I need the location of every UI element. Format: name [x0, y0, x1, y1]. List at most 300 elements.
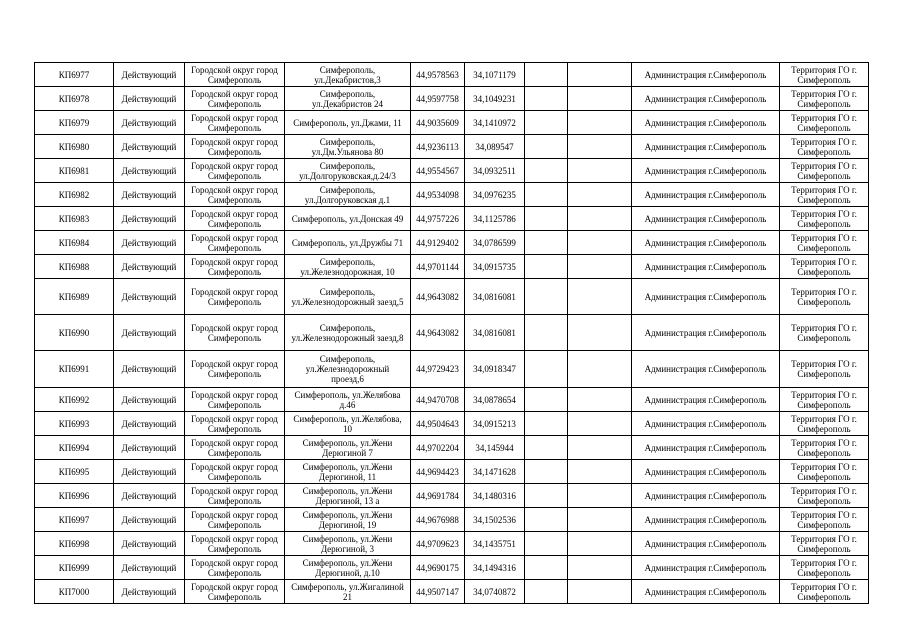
cell-territory-text: Территория ГО г. Симферополь	[791, 64, 857, 85]
table-row	[35, 484, 869, 508]
cell-longitude	[465, 159, 525, 183]
cell-longitude-text: 34,145944	[475, 442, 514, 453]
cell-empty	[568, 436, 632, 460]
cell-latitude	[411, 255, 465, 279]
cell-okrug-text: Городской округ город Симферополь	[191, 208, 278, 229]
cell-longitude	[465, 63, 525, 87]
cell-longitude-text: 34,1471628	[473, 466, 516, 477]
cell-longitude	[465, 580, 525, 604]
cell-okrug	[185, 556, 285, 580]
table-row	[35, 159, 869, 183]
cell-longitude	[465, 412, 525, 436]
cell-empty	[525, 436, 568, 460]
cell-id	[35, 63, 114, 87]
cell-latitude-text: 44,9694423	[416, 466, 459, 477]
cell-administration-text: Администрация г.Симферополь	[644, 466, 767, 477]
cell-okrug-text: Городской округ город Симферополь	[191, 286, 278, 307]
cell-okrug	[185, 315, 285, 351]
table-row	[35, 460, 869, 484]
cell-id	[35, 460, 114, 484]
cell-status	[114, 351, 185, 388]
cell-okrug-text: Городской округ город Симферополь	[191, 136, 278, 157]
cell-territory-text: Территория ГО г. Симферополь	[791, 160, 857, 181]
cell-latitude	[411, 63, 465, 87]
cell-territory-text: Территория ГО г. Симферополь	[791, 509, 857, 530]
table-row	[35, 532, 869, 556]
cell-longitude-text: 34,0932511	[473, 165, 516, 176]
cell-administration-text: Администрация г.Симферополь	[644, 291, 767, 302]
table-row	[35, 255, 869, 279]
cell-territory-text: Территория ГО г. Симферополь	[791, 485, 857, 506]
cell-longitude-text: 34,1435751	[473, 538, 516, 549]
table-row	[35, 315, 869, 351]
cell-longitude-text: 34,0816081	[473, 291, 516, 302]
cell-address	[285, 484, 411, 508]
cell-longitude-text: 34,1480316	[473, 490, 516, 501]
cell-empty	[568, 183, 632, 207]
cell-administration	[632, 111, 780, 135]
cell-id	[35, 508, 114, 532]
cell-status	[114, 532, 185, 556]
cell-status-text: Действующий	[121, 237, 177, 248]
cell-longitude	[465, 255, 525, 279]
cell-address-text: Симферополь, ул.Донская 49	[291, 213, 404, 224]
cell-empty	[568, 532, 632, 556]
cell-id	[35, 111, 114, 135]
cell-status	[114, 580, 185, 604]
cell-status-text: Действующий	[121, 261, 177, 272]
cell-empty	[568, 315, 632, 351]
cell-latitude-text: 44,9702204	[416, 442, 459, 453]
cell-empty	[525, 135, 568, 159]
registry-table	[34, 62, 869, 604]
cell-longitude	[465, 351, 525, 388]
cell-status-text: Действующий	[121, 117, 177, 128]
cell-status-text: Действующий	[121, 562, 177, 573]
cell-okrug	[185, 532, 285, 556]
cell-territory-text: Территория ГО г. Симферополь	[791, 557, 857, 578]
cell-administration-text: Администрация г.Симферополь	[644, 538, 767, 549]
cell-administration	[632, 412, 780, 436]
cell-id	[35, 580, 114, 604]
cell-okrug	[185, 111, 285, 135]
cell-id-text: КП6991	[58, 364, 90, 374]
cell-okrug-text: Городской округ город Симферополь	[191, 581, 278, 602]
cell-administration-text: Администрация г.Симферополь	[644, 237, 767, 248]
cell-administration-text: Администрация г.Симферополь	[644, 93, 767, 104]
cell-territory-text: Территория ГО г. Симферополь	[791, 184, 857, 205]
cell-address	[285, 412, 411, 436]
cell-longitude-text: 34,1071179	[473, 69, 516, 80]
cell-administration-text: Администрация г.Симферополь	[644, 490, 767, 501]
cell-id	[35, 87, 114, 111]
cell-longitude-text: 34,0816081	[473, 327, 516, 338]
cell-administration	[632, 388, 780, 412]
cell-territory	[780, 255, 869, 279]
cell-status-text: Действующий	[121, 466, 177, 477]
cell-administration	[632, 556, 780, 580]
cell-status	[114, 255, 185, 279]
cell-id-text: КП6993	[58, 418, 90, 429]
document-page	[34, 62, 869, 604]
cell-longitude-text: 34,0878654	[473, 394, 516, 405]
cell-status	[114, 412, 185, 436]
cell-territory	[780, 87, 869, 111]
cell-territory-text: Территория ГО г. Симферополь	[791, 88, 857, 109]
cell-okrug-text: Городской округ город Симферополь	[191, 485, 278, 506]
cell-latitude-text: 44,9597758	[416, 93, 459, 104]
cell-territory	[780, 460, 869, 484]
cell-id	[35, 436, 114, 460]
cell-address-text: Симферополь, ул.Джами, 11	[293, 117, 402, 128]
cell-administration	[632, 87, 780, 111]
cell-okrug-text: Городской округ город Симферополь	[191, 389, 278, 410]
cell-latitude	[411, 484, 465, 508]
cell-territory	[780, 580, 869, 604]
cell-longitude	[465, 231, 525, 255]
cell-address-text: Симферополь, ул.Железнодорожный заезд,8	[291, 322, 404, 343]
cell-latitude-text: 44,9504643	[416, 418, 459, 429]
cell-okrug	[185, 255, 285, 279]
cell-empty	[525, 532, 568, 556]
cell-latitude-text: 44,9729423	[416, 364, 459, 374]
cell-id-text: КП6990	[58, 327, 90, 338]
cell-administration-text: Администрация г.Симферополь	[644, 165, 767, 176]
cell-okrug	[185, 207, 285, 231]
table-row	[35, 436, 869, 460]
cell-longitude	[465, 111, 525, 135]
cell-okrug-text: Городской округ город Симферополь	[191, 533, 278, 554]
cell-empty	[568, 159, 632, 183]
cell-longitude-text: 34,0786599	[473, 237, 516, 248]
cell-administration	[632, 279, 780, 315]
cell-id-text: КП6997	[58, 514, 90, 525]
cell-address	[285, 580, 411, 604]
cell-territory-text: Территория ГО г. Симферополь	[791, 208, 857, 229]
cell-okrug	[185, 159, 285, 183]
cell-okrug-text: Городской округ город Симферополь	[191, 184, 278, 205]
cell-status	[114, 315, 185, 351]
cell-address-text: Симферополь, ул.Жени Дерюгиной 7	[302, 437, 393, 458]
cell-id-text: КП6999	[58, 562, 90, 573]
cell-okrug-text: Городской округ город Симферополь	[191, 64, 278, 85]
cell-latitude	[411, 436, 465, 460]
cell-empty	[525, 255, 568, 279]
cell-longitude	[465, 315, 525, 351]
cell-status-text: Действующий	[121, 93, 177, 104]
cell-status-text: Действующий	[121, 394, 177, 405]
cell-longitude-text: 34,1049231	[473, 93, 516, 104]
cell-empty	[525, 315, 568, 351]
cell-okrug	[185, 388, 285, 412]
table-row	[35, 556, 869, 580]
cell-status	[114, 63, 185, 87]
cell-administration-text: Администрация г.Симферополь	[644, 514, 767, 525]
cell-territory-text: Территория ГО г. Симферополь	[791, 389, 857, 410]
cell-status	[114, 87, 185, 111]
cell-empty	[568, 460, 632, 484]
cell-territory	[780, 63, 869, 87]
cell-territory-text: Территория ГО г. Симферополь	[791, 112, 857, 133]
cell-latitude-text: 44,9236113	[416, 141, 459, 152]
table-row	[35, 111, 869, 135]
cell-administration	[632, 484, 780, 508]
cell-status	[114, 111, 185, 135]
cell-empty	[525, 63, 568, 87]
cell-administration-text: Администрация г.Симферополь	[644, 394, 767, 405]
cell-administration-text: Администрация г.Симферополь	[644, 586, 767, 597]
cell-administration	[632, 508, 780, 532]
cell-status	[114, 159, 185, 183]
cell-okrug	[185, 436, 285, 460]
cell-status	[114, 460, 185, 484]
cell-longitude-text: 34,1410972	[473, 117, 516, 128]
cell-empty	[525, 231, 568, 255]
cell-okrug-text: Городской округ город Симферополь	[191, 160, 278, 181]
cell-id-text: КП6995	[58, 466, 90, 477]
cell-status	[114, 388, 185, 412]
cell-address	[285, 460, 411, 484]
cell-administration	[632, 315, 780, 351]
cell-okrug-text: Городской округ город Симферополь	[191, 557, 278, 578]
cell-empty	[568, 279, 632, 315]
cell-okrug	[185, 63, 285, 87]
cell-administration	[632, 63, 780, 87]
cell-address-text: Симферополь, ул.Желябова, 10	[293, 413, 402, 434]
cell-administration-text: Администрация г.Симферополь	[644, 117, 767, 128]
cell-address	[285, 388, 411, 412]
cell-id-text: КП6992	[58, 394, 90, 405]
cell-latitude-text: 44,9709623	[416, 538, 459, 549]
cell-longitude	[465, 556, 525, 580]
cell-okrug	[185, 279, 285, 315]
cell-status	[114, 484, 185, 508]
table-row	[35, 351, 869, 388]
cell-id-text: КП6979	[58, 117, 90, 128]
cell-address-text: Симферополь, ул.Жигалиной 21	[291, 581, 404, 602]
cell-latitude-text: 44,9470708	[416, 394, 459, 405]
table-row	[35, 231, 869, 255]
cell-administration	[632, 460, 780, 484]
cell-latitude	[411, 412, 465, 436]
cell-address	[285, 135, 411, 159]
cell-latitude	[411, 231, 465, 255]
cell-status-text: Действующий	[121, 291, 177, 302]
cell-status-text: Действующий	[121, 442, 177, 453]
cell-administration	[632, 159, 780, 183]
cell-id	[35, 556, 114, 580]
cell-territory-text: Территория ГО г. Симферополь	[791, 322, 857, 343]
cell-id	[35, 279, 114, 315]
cell-address-text: Симферополь, ул.Дружбы 71	[291, 237, 404, 248]
cell-empty	[568, 484, 632, 508]
cell-id-text: КП7000	[58, 586, 90, 597]
cell-empty	[525, 351, 568, 388]
cell-status	[114, 436, 185, 460]
cell-okrug	[185, 412, 285, 436]
cell-longitude	[465, 207, 525, 231]
cell-territory-text: Территория ГО г. Симферополь	[791, 359, 857, 379]
cell-territory-text: Территория ГО г. Симферополь	[791, 136, 857, 157]
cell-administration-text: Администрация г.Симферополь	[644, 418, 767, 429]
cell-territory	[780, 207, 869, 231]
cell-latitude	[411, 388, 465, 412]
cell-status	[114, 556, 185, 580]
cell-longitude	[465, 388, 525, 412]
table-row	[35, 87, 869, 111]
cell-territory	[780, 351, 869, 388]
cell-status-text: Действующий	[121, 189, 177, 200]
cell-empty	[525, 388, 568, 412]
cell-latitude	[411, 87, 465, 111]
table-row	[35, 508, 869, 532]
cell-id-text: КП6994	[58, 442, 90, 453]
cell-status-text: Действующий	[121, 213, 177, 224]
cell-latitude-text: 44,9701144	[416, 261, 459, 272]
cell-longitude	[465, 436, 525, 460]
cell-okrug-text: Городской округ город Симферополь	[191, 509, 278, 530]
cell-territory	[780, 111, 869, 135]
cell-administration-text: Администрация г.Симферополь	[644, 141, 767, 152]
cell-longitude-text: 34,0918347	[473, 364, 516, 374]
cell-address-text: Симферополь, ул.Жени Дерюгиной, 13 а	[302, 485, 393, 506]
cell-longitude-text: 34,089547	[475, 141, 514, 152]
cell-latitude-text: 44,9554567	[416, 165, 459, 176]
cell-status	[114, 183, 185, 207]
table-body	[35, 63, 869, 604]
cell-okrug-text: Городской округ город Симферополь	[191, 359, 278, 379]
cell-latitude-text: 44,9676988	[416, 514, 459, 525]
cell-territory	[780, 484, 869, 508]
cell-id-text: КП6998	[58, 538, 90, 549]
cell-longitude-text: 34,0976235	[473, 189, 516, 200]
cell-territory	[780, 532, 869, 556]
cell-longitude-text: 34,0915735	[473, 261, 516, 272]
cell-longitude-text: 34,1125786	[473, 213, 516, 224]
cell-administration-text: Администрация г.Симферополь	[644, 562, 767, 573]
cell-territory-text: Территория ГО г. Симферополь	[791, 413, 857, 434]
cell-id	[35, 135, 114, 159]
cell-latitude-text: 44,9534098	[416, 189, 459, 200]
cell-empty	[568, 508, 632, 532]
cell-administration-text: Администрация г.Симферополь	[644, 261, 767, 272]
cell-latitude-text: 44,9578563	[416, 69, 459, 80]
cell-territory	[780, 159, 869, 183]
cell-address-text: Симферополь, ул.Жени Дерюгиной, 19	[302, 509, 393, 530]
cell-okrug	[185, 351, 285, 388]
cell-status	[114, 231, 185, 255]
cell-empty	[525, 484, 568, 508]
cell-empty	[568, 580, 632, 604]
cell-longitude	[465, 183, 525, 207]
cell-territory	[780, 388, 869, 412]
cell-id-text: КП6996	[58, 490, 90, 501]
cell-address-text: Симферополь, ул.Жени Дерюгиной, 11	[302, 461, 393, 482]
cell-id	[35, 315, 114, 351]
cell-address	[285, 207, 411, 231]
cell-status-text: Действующий	[121, 327, 177, 338]
cell-latitude-text: 44,9691784	[416, 490, 459, 501]
cell-territory-text: Территория ГО г. Симферополь	[791, 256, 857, 277]
cell-administration-text: Администрация г.Симферополь	[644, 442, 767, 453]
cell-latitude-text: 44,9129402	[416, 237, 459, 248]
cell-latitude	[411, 351, 465, 388]
cell-longitude-text: 34,1502536	[473, 514, 516, 525]
cell-territory-text: Территория ГО г. Симферополь	[791, 437, 857, 458]
cell-latitude	[411, 183, 465, 207]
cell-okrug-text: Городской округ город Симферополь	[191, 322, 278, 343]
cell-latitude-text: 44,9643082	[416, 291, 459, 302]
cell-administration	[632, 135, 780, 159]
cell-okrug-text: Городской округ город Симферополь	[191, 256, 278, 277]
cell-territory	[780, 315, 869, 351]
cell-longitude	[465, 508, 525, 532]
table-row	[35, 135, 869, 159]
cell-status-text: Действующий	[121, 538, 177, 549]
cell-empty	[568, 111, 632, 135]
cell-latitude-text: 44,9690175	[416, 562, 459, 573]
cell-address	[285, 532, 411, 556]
cell-address	[285, 63, 411, 87]
cell-administration	[632, 231, 780, 255]
cell-longitude	[465, 460, 525, 484]
cell-address-text: Симферополь, ул.Жени Дерюгиной, д.10	[302, 557, 393, 578]
cell-status-text: Действующий	[121, 514, 177, 525]
cell-territory-text: Территория ГО г. Симферополь	[791, 286, 857, 307]
cell-empty	[568, 556, 632, 580]
table-row	[35, 279, 869, 315]
cell-status-text: Действующий	[121, 490, 177, 501]
cell-territory-text: Территория ГО г. Симферополь	[791, 461, 857, 482]
cell-address-text: Симферополь, ул.Дм.Ульянова 80	[311, 136, 384, 157]
cell-id	[35, 412, 114, 436]
cell-okrug-text: Городской округ город Симферополь	[191, 461, 278, 482]
cell-okrug	[185, 183, 285, 207]
cell-latitude	[411, 580, 465, 604]
cell-empty	[568, 412, 632, 436]
cell-address-text: Симферополь, ул.Желябова д.46	[294, 389, 401, 410]
cell-administration-text: Администрация г.Симферополь	[644, 189, 767, 200]
cell-status	[114, 135, 185, 159]
cell-empty	[568, 87, 632, 111]
cell-id	[35, 351, 114, 388]
cell-latitude	[411, 315, 465, 351]
table-row	[35, 580, 869, 604]
cell-administration-text: Администрация г.Симферополь	[644, 327, 767, 338]
cell-territory	[780, 279, 869, 315]
cell-longitude	[465, 135, 525, 159]
cell-okrug-text: Городской округ город Симферополь	[191, 413, 278, 434]
cell-okrug	[185, 135, 285, 159]
cell-territory	[780, 436, 869, 460]
cell-empty	[568, 231, 632, 255]
table-row	[35, 388, 869, 412]
cell-id	[35, 231, 114, 255]
cell-longitude	[465, 484, 525, 508]
cell-administration	[632, 351, 780, 388]
cell-empty	[568, 351, 632, 388]
cell-status	[114, 207, 185, 231]
cell-id	[35, 207, 114, 231]
cell-status-text: Действующий	[121, 141, 177, 152]
cell-territory	[780, 135, 869, 159]
cell-address-text: Симферополь, ул.Железнодорожный заезд,5	[291, 286, 404, 307]
cell-territory	[780, 556, 869, 580]
cell-id-text: КП6982	[58, 189, 90, 200]
cell-longitude-text: 34,1494316	[473, 562, 516, 573]
cell-administration	[632, 436, 780, 460]
cell-address-text: Симферополь, ул.Долгоруковская,д.24/3	[299, 160, 396, 181]
